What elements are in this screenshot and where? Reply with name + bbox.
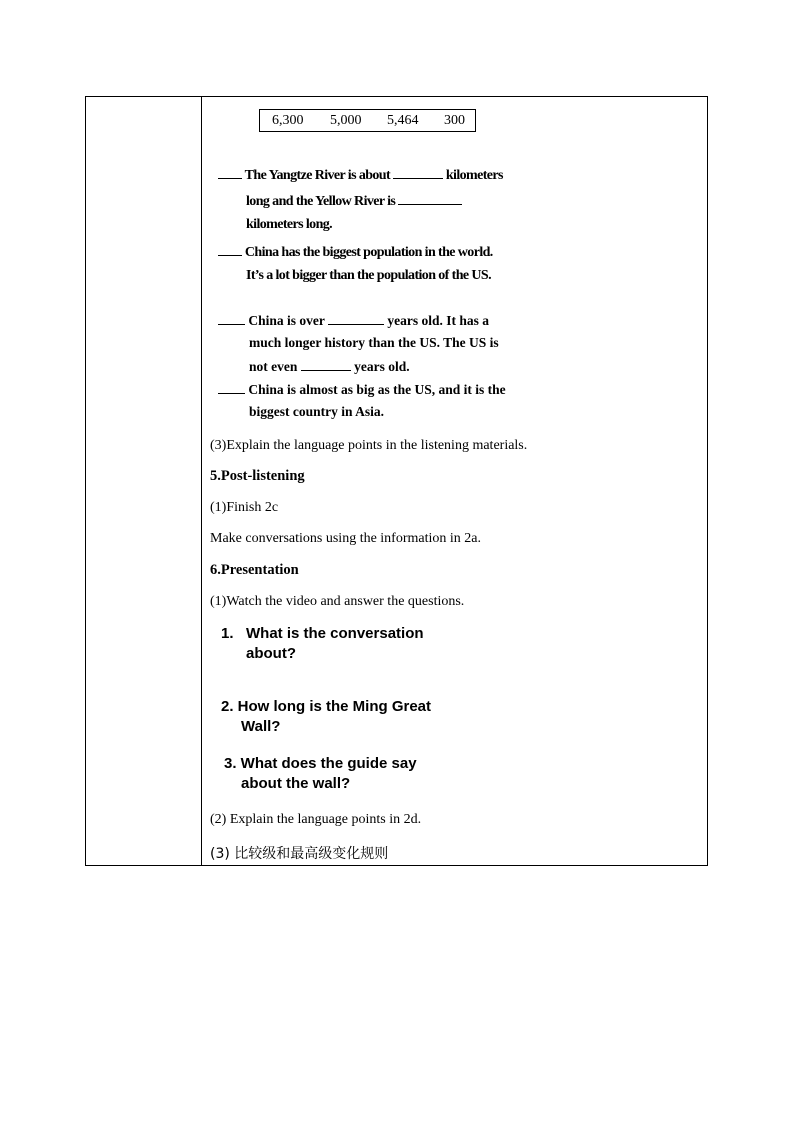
statement-3-line-2: much longer history than the US. The US is <box>249 335 499 350</box>
answer-blank[interactable] <box>218 381 245 394</box>
statement-4-line-1: China is almost as big as the US, and it is the <box>218 381 506 398</box>
question-3-line-2: about the wall? <box>241 775 351 792</box>
question-2-line-1: 2. How long is the Ming Great <box>221 698 432 715</box>
number-item: 300 <box>444 113 465 128</box>
statement-3-line-1: China is over years old. It has a <box>218 312 489 329</box>
number-item: 5,464 <box>387 113 419 128</box>
statement-1-line-2: long and the Yellow River is <box>246 192 462 210</box>
statement-2-line-2: It’s a lot bigger than the population of the US. <box>246 268 492 283</box>
question-1-line-1: What is the conversation <box>246 625 424 642</box>
question-3-line-1: 3. What does the guide say <box>224 755 417 772</box>
comparison-rules: (3) 比较级和最高级变化规则 <box>210 846 389 862</box>
question-2-line-2: Wall? <box>241 718 281 735</box>
fill-blank[interactable] <box>393 166 443 179</box>
explain-2d-points: (2) Explain the language points in 2d. <box>210 812 422 827</box>
number-item: 5,000 <box>330 113 362 128</box>
answer-blank[interactable] <box>218 312 245 325</box>
fill-blank[interactable] <box>398 192 462 205</box>
presentation-heading: 6.Presentation <box>210 562 299 578</box>
question-1-number: 1. <box>221 625 234 642</box>
explain-listening-points: (3)Explain the language points in the listening materials. <box>210 438 528 453</box>
statement-4-line-2: biggest country in Asia. <box>249 404 385 419</box>
number-item: 6,300 <box>272 113 304 128</box>
make-conversations: Make conversations using the information in 2a. <box>210 531 481 546</box>
statement-1-line-3: kilometers long. <box>246 217 333 232</box>
column-divider <box>201 96 202 866</box>
lesson-table <box>85 96 708 866</box>
fill-blank[interactable] <box>328 312 384 325</box>
question-1-line-2: about? <box>246 645 296 662</box>
answer-blank[interactable] <box>218 166 242 179</box>
statement-2-line-1: China has the biggest population in the world. <box>218 243 493 261</box>
post-listening-heading: 5.Post-listening <box>210 468 305 484</box>
finish-2c: (1)Finish 2c <box>210 500 279 515</box>
fill-blank[interactable] <box>301 358 351 371</box>
statement-1-line-1: The Yangtze River is about kilometers <box>218 166 503 184</box>
watch-video: (1)Watch the video and answer the questions. <box>210 594 465 609</box>
statement-3-line-3: not even years old. <box>249 359 410 374</box>
numbers-box <box>259 109 476 132</box>
answer-blank[interactable] <box>218 243 242 256</box>
